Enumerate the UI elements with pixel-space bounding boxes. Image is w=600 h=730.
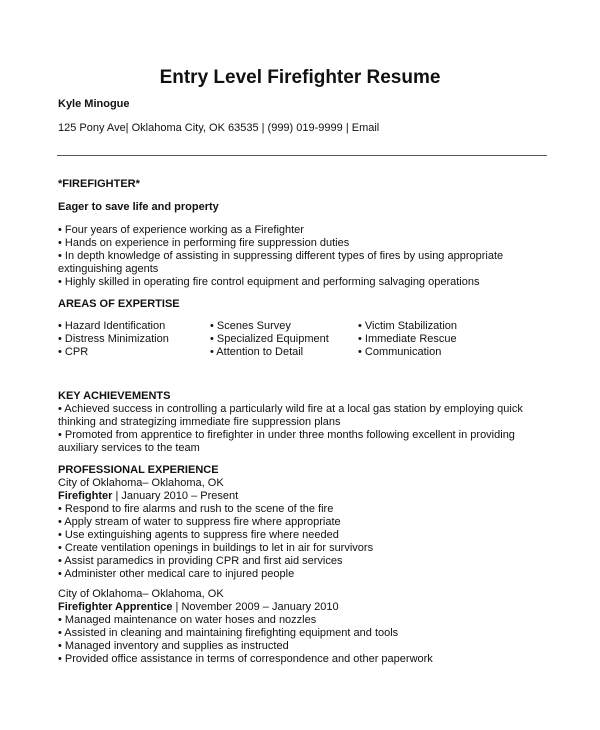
expertise-column-1 bbox=[58, 320, 169, 359]
job-employer: City of Oklahoma– Oklahoma, OK bbox=[58, 588, 224, 600]
summary-item: • Highly skilled in operating fire control equipment and performing salvaging operations bbox=[58, 276, 480, 288]
achievement-item: thinking and strategizing immediate fire suppression plans bbox=[58, 416, 341, 428]
expertise-item: • Hazard Identification bbox=[58, 320, 166, 332]
achievement-item: • Achieved success in controlling a particularly wild fire at a local gas station by employing quick bbox=[58, 403, 523, 415]
job-duty: • Create ventilation openings in buildings to let in air for survivors bbox=[58, 542, 374, 554]
expertise-item: • Victim Stabilization bbox=[358, 320, 458, 332]
contact-line: 125 Pony Ave| Oklahoma City, OK 63535 | (999) 019-9999 | Email bbox=[58, 122, 380, 134]
document-title: Entry Level Firefighter Resume bbox=[159, 67, 441, 88]
job-duty: • Apply stream of water to suppress fire where appropriate bbox=[58, 516, 341, 528]
job-duty: • Assist paramedics in providing CPR and first aid services bbox=[58, 555, 343, 567]
summary-item: • Four years of experience working as a Firefighter bbox=[58, 224, 304, 236]
achievements-list bbox=[58, 403, 548, 455]
job-duty: • Assisted in cleaning and maintaining firefighting equipment and tools bbox=[58, 627, 399, 639]
divider-rule bbox=[57, 155, 547, 156]
expertise-heading: AREAS OF EXPERTISE bbox=[58, 298, 180, 310]
job-entry bbox=[58, 477, 548, 581]
job-dates: | January 2010 – Present bbox=[112, 490, 239, 502]
tagline: Eager to save life and property bbox=[58, 201, 219, 213]
summary-list bbox=[58, 224, 548, 289]
achievement-item: • Promoted from apprentice to firefighter in under three months following excellent in providing bbox=[58, 429, 515, 441]
job-duty: • Managed inventory and supplies as instructed bbox=[58, 640, 289, 652]
achievements-heading: KEY ACHIEVEMENTS bbox=[58, 390, 171, 402]
job-title-line bbox=[58, 601, 548, 614]
expertise-item: • Immediate Rescue bbox=[358, 333, 457, 345]
job-role: Firefighter bbox=[58, 490, 113, 502]
expertise-item: • Distress Minimization bbox=[58, 333, 169, 345]
job-duty: • Provided office assistance in terms of correspondence and other paperwork bbox=[58, 653, 433, 665]
expertise-column-3 bbox=[358, 320, 457, 359]
summary-item: • In depth knowledge of assisting in suppressing different types of fires by using appropriate bbox=[58, 250, 504, 262]
summary-item: • Hands on experience in performing fire suppression duties bbox=[58, 237, 350, 249]
expertise-item: • Attention to Detail bbox=[210, 346, 304, 358]
job-duty: • Administer other medical care to injured people bbox=[58, 568, 295, 580]
expertise-item: • Scenes Survey bbox=[210, 320, 291, 332]
job-dates: | November 2009 – January 2010 bbox=[172, 601, 339, 613]
expertise-item: • CPR bbox=[58, 346, 89, 358]
achievement-item: auxiliary services to the team bbox=[58, 442, 200, 454]
job-employer: City of Oklahoma– Oklahoma, OK bbox=[58, 477, 224, 489]
expertise-item: • Specialized Equipment bbox=[210, 333, 329, 345]
headline: *FIREFIGHTER* bbox=[58, 178, 140, 190]
job-role: Firefighter Apprentice bbox=[58, 601, 173, 613]
job-duty: • Managed maintenance on water hoses and nozzles bbox=[58, 614, 317, 626]
candidate-name: Kyle Minogue bbox=[58, 98, 130, 110]
experience-heading: PROFESSIONAL EXPERIENCE bbox=[58, 464, 219, 476]
job-title-line bbox=[58, 490, 548, 503]
expertise-column-2 bbox=[210, 320, 329, 359]
summary-item: extinguishing agents bbox=[58, 263, 159, 275]
job-duty: • Use extinguishing agents to suppress fire where needed bbox=[58, 529, 339, 541]
job-duty: • Respond to fire alarms and rush to the scene of the fire bbox=[58, 503, 334, 515]
expertise-item: • Communication bbox=[358, 346, 442, 358]
job-entry bbox=[58, 588, 548, 666]
